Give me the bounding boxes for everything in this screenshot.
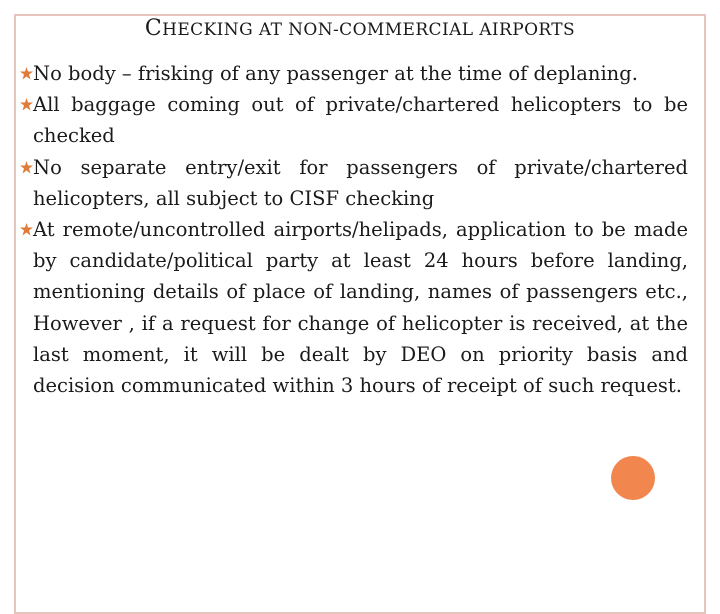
bullet-text: At remote/uncontrolled airports/helipads, application to be made by candidate/political party at least 24 hours before landing, mentioning details of place of landing, names of passengers etc., However , if a request for change of helicopter is received, at the last moment, it will be dealt by DEO on priority basis and decision communicated within 3 hours of receipt of such request. <box>33 218 688 398</box>
title-rest: HECKING AT NON-COMMERCIAL AIRPORTS <box>162 20 576 40</box>
flag-icon <box>20 98 33 111</box>
bullet-text: All baggage coming out of private/chartered helicopters to be checked <box>33 93 688 148</box>
bullet-text: No separate entry/exit for passengers of private/chartered helicopters, all subject to CISF checking <box>33 155 688 210</box>
bullet-text: No body – frisking of any passenger at the time of deplaning. <box>33 62 638 85</box>
slide-title <box>0 16 720 41</box>
flag-icon <box>20 161 33 174</box>
flag-icon <box>20 223 33 236</box>
accent-dot <box>611 456 655 500</box>
bullet-item <box>20 214 688 401</box>
bullet-item <box>20 58 688 89</box>
bullet-list <box>20 58 688 401</box>
bullet-item <box>20 89 688 151</box>
flag-icon <box>20 67 33 80</box>
bullet-item <box>20 152 688 214</box>
title-initial: C <box>144 16 163 41</box>
